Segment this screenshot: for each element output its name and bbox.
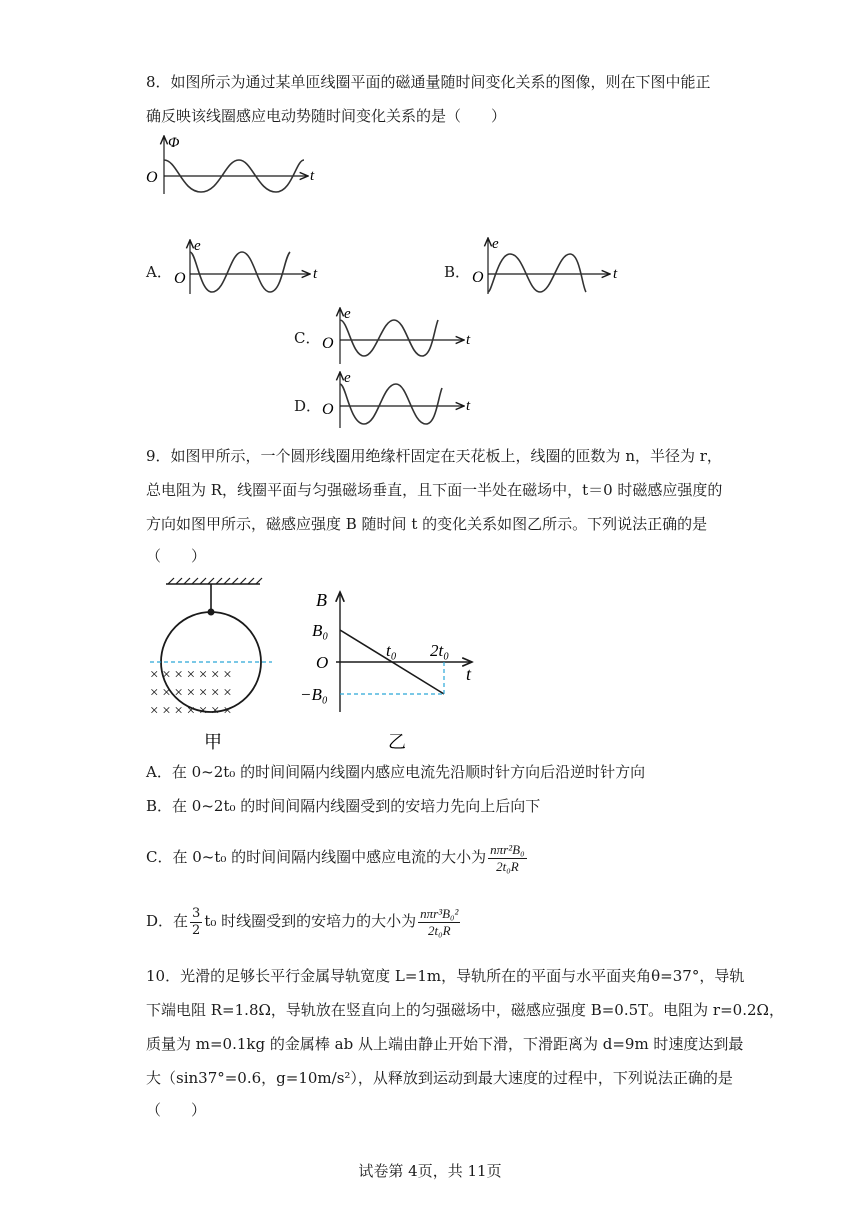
magnetic-field-crosses bbox=[150, 667, 232, 719]
q9-figure-jia bbox=[146, 576, 276, 756]
q9-option-c-numerator: nπr²B₀ bbox=[490, 841, 525, 857]
yi-ylabel: B bbox=[316, 590, 327, 610]
q8-option-d-ylabel: e bbox=[344, 370, 351, 386]
q8-option-c-xlabel: t bbox=[466, 332, 471, 348]
yi-b0: B₀ bbox=[312, 621, 329, 640]
q9-option-d-text-mid: t₀ 时线圈受到的安培力的大小为 bbox=[204, 912, 417, 930]
q8-line1: 8．如图所示为通过某单匝线圈平面的磁通量随时间变化关系的图像，则在下图中能正 bbox=[146, 73, 711, 91]
fig-yi-caption: 乙 bbox=[388, 732, 406, 752]
fig-jia-caption: 甲 bbox=[204, 732, 222, 752]
q9-option-d-time-fraction bbox=[190, 906, 202, 939]
q9-option-c-fraction bbox=[488, 842, 526, 875]
q8-option-d-xlabel: t bbox=[466, 398, 471, 414]
yi-2t0: 2t₀ bbox=[430, 641, 450, 660]
ceiling-hatching bbox=[168, 578, 262, 584]
q9-figure-yi bbox=[296, 588, 496, 756]
yi-neg-b0: −B₀ bbox=[300, 685, 328, 704]
q10-line2: 下端电阻 R=1.8Ω，导轨放在竖直向上的匀强磁场中，磁感应强度 B=0.5T。电阻为 r=0.2Ω， bbox=[146, 1001, 784, 1019]
q9-line4: （ ） bbox=[146, 547, 207, 565]
q9-option-d-force-den: 2t₀R bbox=[428, 922, 451, 938]
q8-option-c-graph bbox=[318, 306, 478, 366]
svg-text:× × × × × × ×: × × × × × × × bbox=[150, 667, 232, 683]
q9-option-d-force-fraction bbox=[418, 906, 460, 939]
q8-option-a-curve bbox=[190, 252, 290, 292]
q9-option-c bbox=[146, 838, 529, 876]
q8-line2: 确反映该线圈感应电动势随时间变化关系的是（ ） bbox=[146, 107, 507, 125]
q10-line3: 质量为 m=0.1kg 的金属棒 ab 从上端由静止开始下滑，下滑距离为 d=9m 时速度达到最 bbox=[146, 1035, 744, 1053]
q8-option-c-label: C． bbox=[294, 329, 321, 347]
svg-text:× × × × × × ×: × × × × × × × bbox=[150, 703, 232, 719]
q9-line2: 总电阻为 R，线圈平面与匀强磁场垂直，且下面一半处在磁场中，t＝0 时磁感应强度的 bbox=[146, 481, 723, 499]
q9-option-a: A．在 0~2t₀ 的时间间隔内线圈内感应电流先沿顺时针方向后沿逆时针方向 bbox=[146, 763, 646, 781]
svg-text:× × × × × × ×: × × × × × × × bbox=[150, 685, 232, 701]
yi-xlabel: t bbox=[466, 664, 472, 684]
page-footer: 试卷第 4页，共 11页 bbox=[358, 1162, 502, 1180]
q9-line1: 9．如图甲所示，一个圆形线圈用绝缘杆固定在天花板上，线圈的匝数为 n，半径为 r， bbox=[146, 447, 722, 465]
q8-option-b-label: B． bbox=[444, 263, 471, 281]
q8-option-b-ylabel: e bbox=[492, 236, 499, 252]
q9-option-b: B．在 0~2t₀ 的时间间隔内线圈受到的安培力先向上后向下 bbox=[146, 797, 541, 815]
q8-option-d-graph bbox=[318, 370, 478, 430]
q8-option-c-curve bbox=[340, 320, 438, 356]
q8-option-b-origin: O bbox=[472, 269, 484, 286]
q10-line4: 大（sin37°=0.6，g=10m/s²），从释放到运动到最大速度的过程中，下列说法正确的是 bbox=[146, 1069, 733, 1087]
q9-line3: 方向如图甲所示，磁感应强度 B 随时间 t 的变化关系如图乙所示。下列说法正确的是 bbox=[146, 515, 708, 533]
q8-option-b-curve bbox=[488, 254, 586, 292]
q9-option-d-text-pre: D．在 bbox=[146, 912, 189, 930]
q8-option-a-graph bbox=[170, 238, 330, 298]
q9-option-c-denominator: 2t₀R bbox=[496, 858, 519, 874]
q10-line5: （ ） bbox=[146, 1101, 207, 1119]
q9-option-d-time-den: 2 bbox=[192, 922, 201, 938]
q9-option-d-time-num: 3 bbox=[192, 905, 201, 921]
q8-option-c-origin: O bbox=[322, 335, 334, 352]
q8-option-d-curve bbox=[340, 384, 442, 424]
q8-phi-graph bbox=[140, 132, 330, 202]
q8-option-a-origin: O bbox=[174, 270, 186, 287]
q10-line1: 10．光滑的足够长平行金属导轨宽度 L=1m，导轨所在的平面与水平面夹角θ=37°，导轨 bbox=[146, 967, 745, 985]
q8-option-d-label: D． bbox=[294, 397, 322, 415]
yi-origin: O bbox=[316, 653, 329, 672]
q8-option-d-origin: O bbox=[322, 401, 334, 418]
q8-option-a-ylabel: e bbox=[194, 238, 201, 254]
q8-phi-ylabel: Φ bbox=[168, 135, 180, 151]
q8-option-b-graph bbox=[468, 236, 628, 296]
yi-t0: t₀ bbox=[386, 641, 397, 660]
q9-option-c-text: C．在 0~t₀ 的时间间隔内线圈中感应电流的大小为 bbox=[146, 848, 487, 866]
q8-option-c-ylabel: e bbox=[344, 306, 351, 322]
q8-option-a-xlabel: t bbox=[313, 266, 318, 282]
q8-phi-origin: O bbox=[146, 169, 158, 186]
q8-option-a-label: A． bbox=[146, 263, 172, 281]
q8-phi-xlabel: t bbox=[310, 168, 315, 184]
q9-option-d-force-num: nπr³B₀² bbox=[420, 905, 459, 921]
q9-option-d bbox=[146, 902, 462, 940]
q8-option-b-xlabel: t bbox=[613, 266, 618, 282]
